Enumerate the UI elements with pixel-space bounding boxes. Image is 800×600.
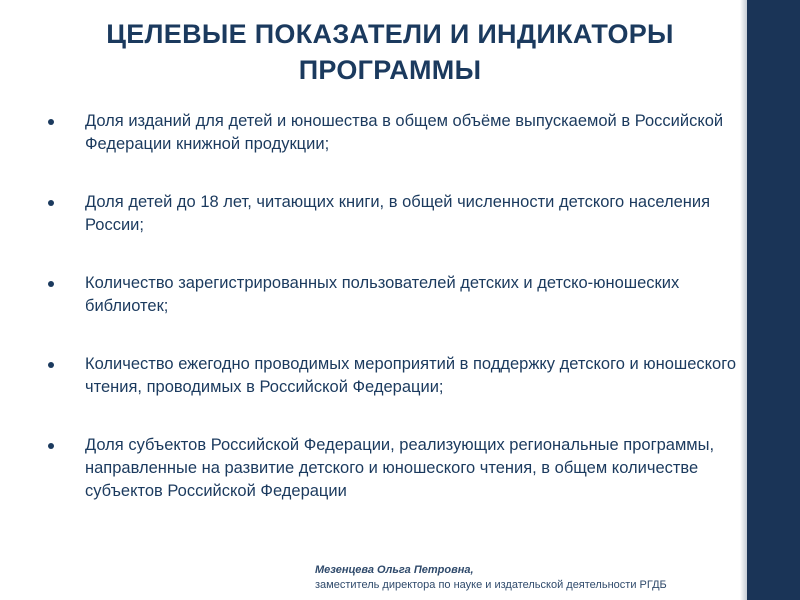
right-accent-bar: [747, 0, 800, 600]
list-item: [48, 272, 748, 318]
bullet-text: Количество зарегистрированных пользователей детских и детско-юношеских библиотек;: [85, 274, 680, 315]
bullet-text: Количество ежегодно проводимых мероприятий в поддержку детского и юношеского чтения, проводимых в Российской Федерации;: [85, 355, 737, 396]
author-name: Мезенцева Ольга Петровна,: [315, 564, 474, 576]
bullet-icon: [48, 200, 54, 206]
list-item: [48, 353, 748, 399]
list-item: [48, 191, 748, 237]
bullet-text: Доля детей до 18 лет, читающих книги, в общей численности детского населения России;: [85, 193, 711, 234]
bullet-list: [48, 110, 748, 538]
list-item: [48, 434, 748, 503]
bullet-icon: [48, 281, 54, 287]
slide-title: ЦЕЛЕВЫЕ ПОКАЗАТЕЛИ И ИНДИКАТОРЫ ПРОГРАММЫ: [106, 19, 674, 85]
bullet-icon: [48, 362, 54, 368]
bullet-icon: [48, 443, 54, 449]
bullet-text: Доля изданий для детей и юношества в общем объёме выпускаемой в Российской Федерации книжной продукции;: [85, 112, 724, 153]
author-footer: [315, 563, 755, 593]
author-role: заместитель директора по науке и издательской деятельности РГДБ: [315, 579, 667, 591]
bullet-icon: [48, 119, 54, 125]
bullet-text: Доля субъектов Российской Федерации, реализующих региональные программы, направленные на развитие детского и юношеского чтения, в общем количестве субъектов Российской Федерации: [85, 436, 715, 500]
list-item: [48, 110, 748, 156]
